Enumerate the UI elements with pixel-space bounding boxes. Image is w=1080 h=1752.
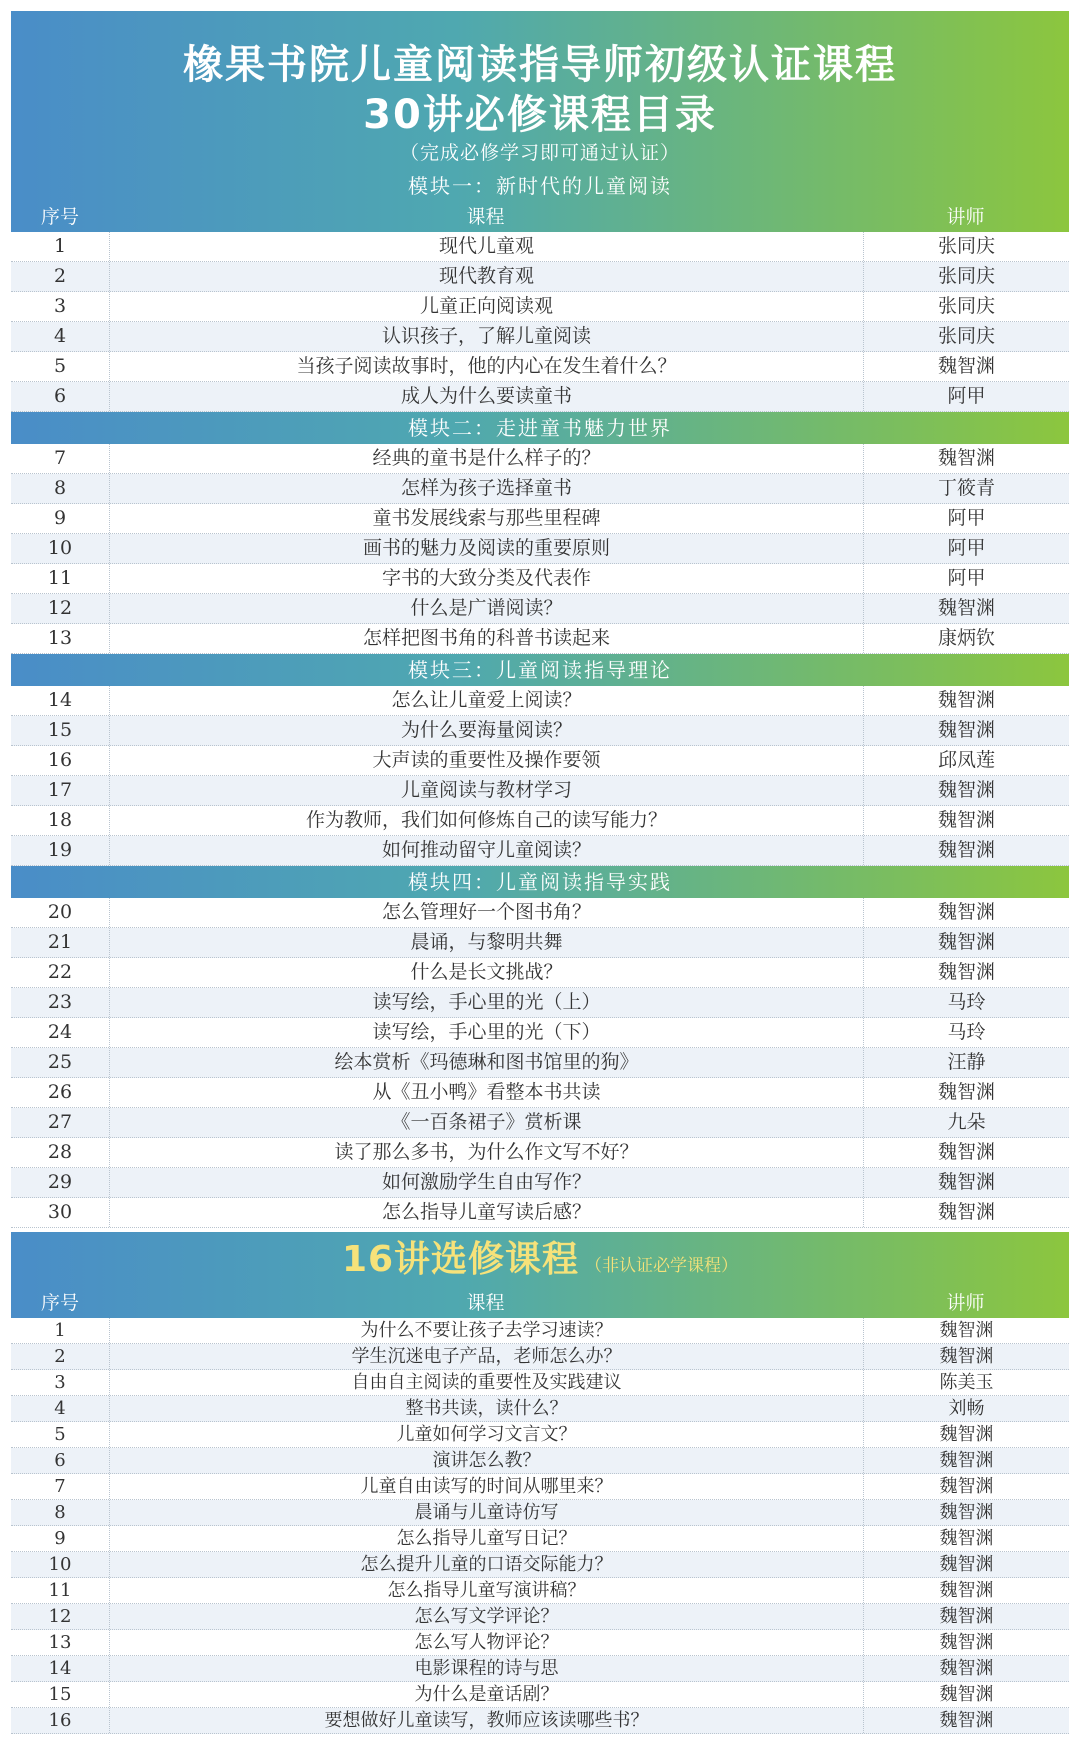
required-courses: [11, 170, 1069, 1228]
table-row: [11, 444, 1069, 474]
table-row: [11, 1198, 1069, 1228]
course-teacher: 张同庆: [937, 235, 995, 257]
course-teacher: 阿甲: [947, 567, 986, 589]
table-row: [11, 382, 1069, 412]
course-teacher: 魏智渊: [937, 719, 995, 741]
course-teacher: 魏智渊: [939, 1710, 994, 1731]
course-number: 11: [11, 564, 110, 593]
course-number: 23: [11, 988, 110, 1017]
table-row: [11, 1604, 1069, 1630]
col-course-header: 课程: [466, 206, 505, 228]
course-title: 怎样为孩子选择童书: [110, 474, 864, 503]
course-number: 8: [11, 1500, 110, 1525]
course-number: 16: [11, 746, 110, 775]
table-row: [11, 1422, 1069, 1448]
course-title: 什么是广谱阅读？: [110, 594, 864, 623]
table-row: [11, 232, 1069, 262]
course-teacher: 魏智渊: [937, 1171, 995, 1193]
course-number: 19: [11, 836, 110, 865]
course-title: 要想做好儿童读写，教师应该读哪些书？: [110, 1708, 864, 1733]
course-teacher: 魏智渊: [937, 689, 995, 711]
course-title: 学生沉迷电子产品，老师怎么办？: [110, 1344, 864, 1369]
course-teacher: 魏智渊: [937, 355, 995, 377]
course-number: 4: [11, 1396, 110, 1421]
course-teacher: 魏智渊: [937, 1201, 995, 1223]
course-teacher: 魏智渊: [937, 809, 995, 831]
course-teacher: 魏智渊: [937, 1081, 995, 1103]
course-number: 22: [11, 958, 110, 987]
table-row: [11, 928, 1069, 958]
course-teacher: 魏智渊: [939, 1450, 994, 1471]
course-number: 13: [11, 1630, 110, 1655]
course-number: 21: [11, 928, 110, 957]
module-list: [11, 170, 1069, 1228]
course-number: 9: [11, 504, 110, 533]
course-title: 字书的大致分类及代表作: [110, 564, 864, 593]
elective-title: 16讲选修课程: [341, 1239, 580, 1280]
table-row: [11, 1108, 1069, 1138]
course-teacher: 魏智渊: [939, 1684, 994, 1705]
course-title: 儿童阅读与教材学习: [110, 776, 864, 805]
course-title: 怎样把图书角的科普书读起来: [110, 624, 864, 653]
elective-header: [11, 1232, 1069, 1288]
course-title: 儿童正向阅读观: [110, 292, 864, 321]
course-title: 绘本赏析《玛德琳和图书馆里的狗》: [110, 1048, 864, 1077]
course-title: 大声读的重要性及操作要领: [110, 746, 864, 775]
course-teacher: 魏智渊: [937, 597, 995, 619]
course-title: 当孩子阅读故事时，他的内心在发生着什么？: [110, 352, 864, 381]
table-row: [11, 1344, 1069, 1370]
course-title: 为什么不要让孩子去学习速读？: [110, 1318, 864, 1343]
course-title: 为什么是童话剧？: [110, 1682, 864, 1707]
course-title: 读写绘，手心里的光（下）: [110, 1018, 864, 1047]
course-number: 28: [11, 1138, 110, 1167]
course-number: 7: [11, 1474, 110, 1499]
course-teacher: 魏智渊: [937, 447, 995, 469]
course-title: 儿童如何学习文言文？: [110, 1422, 864, 1447]
course-teacher: 魏智渊: [939, 1346, 994, 1367]
course-number: 1: [11, 1318, 110, 1343]
table-row: [11, 594, 1069, 624]
course-number: 10: [11, 534, 110, 563]
table-row: [11, 292, 1069, 322]
course-title: 怎么指导儿童写演讲稿？: [110, 1578, 864, 1603]
table-row: [11, 474, 1069, 504]
course-number: 29: [11, 1168, 110, 1197]
course-teacher: 阿甲: [947, 385, 986, 407]
course-title: 读了那么多书，为什么作文写不好？: [110, 1138, 864, 1167]
table-row: [11, 1168, 1069, 1198]
course-teacher: 魏智渊: [939, 1424, 994, 1445]
col-teacher-header: 讲师: [946, 206, 985, 228]
course-number: 26: [11, 1078, 110, 1107]
table-row: [11, 686, 1069, 716]
course-number: 2: [11, 1344, 110, 1369]
table-row: [11, 1018, 1069, 1048]
course-title: 什么是长文挑战？: [110, 958, 864, 987]
course-teacher: 康炳钦: [937, 627, 995, 649]
col-num-header: 序号: [40, 1292, 79, 1314]
course-number: 3: [11, 1370, 110, 1395]
course-title: 整书共读，读什么？: [110, 1396, 864, 1421]
course-title: 作为教师，我们如何修炼自己的读写能力？: [110, 806, 864, 835]
course-teacher: 魏智渊: [939, 1554, 994, 1575]
course-title: 怎么指导儿童写日记？: [110, 1526, 864, 1551]
course-teacher: 阿甲: [947, 507, 986, 529]
course-teacher: 陈美玉: [939, 1372, 994, 1393]
course-teacher: 汪静: [947, 1051, 986, 1073]
course-number: 13: [11, 624, 110, 653]
course-number: 24: [11, 1018, 110, 1047]
course-teacher: 魏智渊: [939, 1476, 994, 1497]
course-teacher: 邱凤莲: [937, 749, 995, 771]
course-number: 16: [11, 1708, 110, 1733]
course-teacher: 魏智渊: [939, 1606, 994, 1627]
course-catalog: [11, 11, 1069, 1734]
course-teacher: 魏智渊: [937, 779, 995, 801]
course-title: 怎么指导儿童写读后感？: [110, 1198, 864, 1227]
course-title: 现代教育观: [110, 262, 864, 291]
course-title: 认识孩子，了解儿童阅读: [110, 322, 864, 351]
table-row: [11, 1448, 1069, 1474]
table-row: [11, 1370, 1069, 1396]
course-title: 从《丑小鸭》看整本书共读: [110, 1078, 864, 1107]
course-title: 读写绘，手心里的光（上）: [110, 988, 864, 1017]
module-header: 模块一：新时代的儿童阅读: [11, 170, 1069, 202]
course-number: 17: [11, 776, 110, 805]
course-number: 14: [11, 686, 110, 715]
course-teacher: 丁筱青: [937, 477, 995, 499]
course-number: 4: [11, 322, 110, 351]
course-title: 如何推动留守儿童阅读？: [110, 836, 864, 865]
table-row: [11, 262, 1069, 292]
course-teacher: 魏智渊: [937, 961, 995, 983]
table-row: [11, 1318, 1069, 1344]
elective-column-header: [11, 1288, 1069, 1318]
table-row: [11, 1396, 1069, 1422]
elective-course-list: [11, 1318, 1069, 1734]
course-number: 11: [11, 1578, 110, 1603]
course-teacher: 张同庆: [937, 265, 995, 287]
course-title: 童书发展线索与那些里程碑: [110, 504, 864, 533]
table-row: [11, 1578, 1069, 1604]
table-row: [11, 1708, 1069, 1734]
course-title: 怎么写文学评论？: [110, 1604, 864, 1629]
course-teacher: 刘畅: [948, 1398, 985, 1419]
course-teacher: 张同庆: [937, 295, 995, 317]
course-teacher: 魏智渊: [937, 1141, 995, 1163]
course-teacher: 魏智渊: [939, 1580, 994, 1601]
course-teacher: 魏智渊: [939, 1658, 994, 1679]
course-number: 12: [11, 1604, 110, 1629]
table-row: [11, 534, 1069, 564]
course-number: 30: [11, 1198, 110, 1227]
course-number: 15: [11, 716, 110, 745]
table-row: [11, 624, 1069, 654]
table-row: [11, 958, 1069, 988]
course-number: 5: [11, 352, 110, 381]
course-title: 怎么让儿童爱上阅读？: [110, 686, 864, 715]
table-row: [11, 988, 1069, 1018]
course-number: 12: [11, 594, 110, 623]
course-title: 晨诵，与黎明共舞: [110, 928, 864, 957]
course-teacher: 魏智渊: [937, 901, 995, 923]
course-title: 为什么要海量阅读？: [110, 716, 864, 745]
course-teacher: 马玲: [947, 991, 986, 1013]
course-title: 自由自主阅读的重要性及实践建议: [110, 1370, 864, 1395]
course-number: 5: [11, 1422, 110, 1447]
course-number: 25: [11, 1048, 110, 1077]
course-number: 18: [11, 806, 110, 835]
course-teacher: 魏智渊: [937, 839, 995, 861]
course-title: 儿童自由读写的时间从哪里来？: [110, 1474, 864, 1499]
column-header: [11, 202, 1069, 232]
table-row: [11, 1526, 1069, 1552]
course-number: 3: [11, 292, 110, 321]
table-row: [11, 504, 1069, 534]
course-number: 14: [11, 1656, 110, 1681]
module-header: 模块二：走进童书魅力世界: [11, 412, 1069, 444]
course-number: 27: [11, 1108, 110, 1137]
col-num-header: 序号: [40, 206, 79, 228]
table-row: [11, 352, 1069, 382]
table-row: [11, 716, 1069, 746]
catalog-header: [11, 11, 1069, 170]
course-number: 10: [11, 1552, 110, 1577]
sub-title: 30讲必修课程目录: [363, 92, 717, 138]
course-teacher: 魏智渊: [939, 1320, 994, 1341]
course-number: 8: [11, 474, 110, 503]
table-row: [11, 322, 1069, 352]
course-title: 怎么提升儿童的口语交际能力？: [110, 1552, 864, 1577]
course-title: 怎么写人物评论？: [110, 1630, 864, 1655]
module-header: 模块四：儿童阅读指导实践: [11, 866, 1069, 898]
table-row: [11, 564, 1069, 594]
table-row: [11, 1682, 1069, 1708]
course-number: 6: [11, 382, 110, 411]
course-teacher: 魏智渊: [939, 1632, 994, 1653]
course-number: 7: [11, 444, 110, 473]
course-title: 晨诵与儿童诗仿写: [110, 1500, 864, 1525]
main-title: 橡果书院儿童阅读指导师初级认证课程: [183, 42, 897, 88]
table-row: [11, 746, 1069, 776]
course-teacher: 张同庆: [937, 325, 995, 347]
course-number: 1: [11, 232, 110, 261]
course-title: 画书的魅力及阅读的重要原则: [110, 534, 864, 563]
course-number: 9: [11, 1526, 110, 1551]
course-number: 15: [11, 1682, 110, 1707]
table-row: [11, 898, 1069, 928]
module-header: 模块三：儿童阅读指导理论: [11, 654, 1069, 686]
course-number: 2: [11, 262, 110, 291]
course-title: 成人为什么要读童书: [110, 382, 864, 411]
course-title: 如何激励学生自由写作？: [110, 1168, 864, 1197]
course-teacher: 阿甲: [947, 537, 986, 559]
course-teacher: 魏智渊: [937, 931, 995, 953]
table-row: [11, 1138, 1069, 1168]
course-teacher: 魏智渊: [939, 1528, 994, 1549]
col-teacher-header: 讲师: [946, 1292, 985, 1314]
course-title: 现代儿童观: [110, 232, 864, 261]
course-title: 怎么管理好一个图书角？: [110, 898, 864, 927]
course-title: 电影课程的诗与思: [110, 1656, 864, 1681]
table-row: [11, 806, 1069, 836]
course-teacher: 魏智渊: [939, 1502, 994, 1523]
table-row: [11, 1500, 1069, 1526]
certification-note: （完成必修学习即可通过认证）: [399, 142, 680, 164]
table-row: [11, 776, 1069, 806]
course-title: 演讲怎么教？: [110, 1448, 864, 1473]
course-teacher: 马玲: [947, 1021, 986, 1043]
course-teacher: 九朵: [947, 1111, 986, 1133]
table-row: [11, 1048, 1069, 1078]
col-course-header: 课程: [466, 1292, 505, 1314]
table-row: [11, 836, 1069, 866]
table-row: [11, 1474, 1069, 1500]
course-title: 《一百条裙子》赏析课: [110, 1108, 864, 1137]
table-row: [11, 1656, 1069, 1682]
course-number: 20: [11, 898, 110, 927]
table-row: [11, 1078, 1069, 1108]
elective-note: （非认证必学课程）: [585, 1256, 739, 1276]
course-title: 经典的童书是什么样子的？: [110, 444, 864, 473]
table-row: [11, 1630, 1069, 1656]
table-row: [11, 1552, 1069, 1578]
course-number: 6: [11, 1448, 110, 1473]
